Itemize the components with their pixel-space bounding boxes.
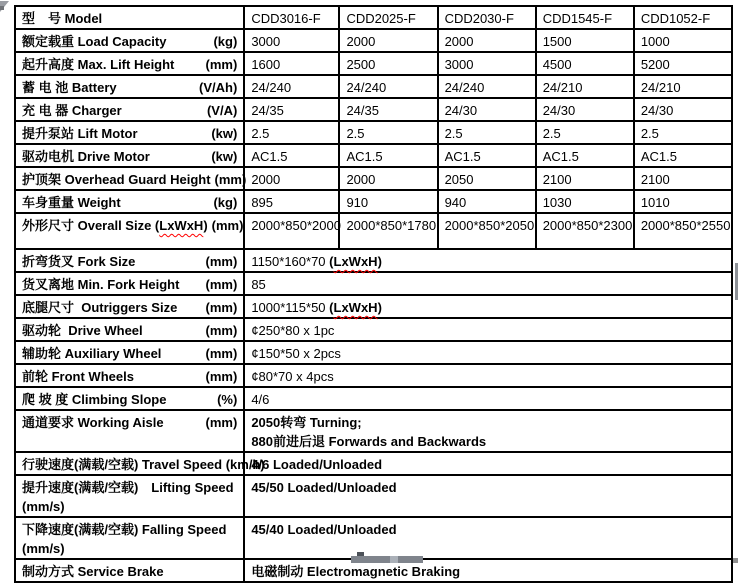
row-unit: (V/Ah) [199,80,238,95]
row-label-cell[interactable] [15,6,244,29]
spec-value-cell[interactable]: 2000*850*2050 [438,213,536,249]
row-label [22,78,117,97]
merged-value-cell[interactable] [244,410,732,452]
spec-value-cell[interactable]: 2000 [244,167,339,190]
merged-value-text: 45/50 Loaded/Unloaded [251,480,397,495]
spec-row [15,213,732,249]
row-label-cell[interactable] [15,475,244,517]
row-label-text: 行驶速度(满载/空载) Travel Speed (km/h) [22,457,265,472]
row-label-text: 车身重量 Weight [22,195,121,210]
merged-value-cell[interactable] [244,272,732,295]
row-label-text: 提升速度(满载/空载) Lifting Speed [22,480,234,495]
row-label-text: 起升高度 Max. Lift Height [22,57,175,72]
merged-spec-row [15,249,732,272]
merged-value-text: 1150*160*70 [251,254,330,269]
row-label-cell[interactable] [15,559,244,582]
header-row [15,6,732,29]
spec-value-cell[interactable]: AC1.5 [536,144,634,167]
row-label-cell[interactable] [15,517,244,559]
merged-spec-row [15,272,732,295]
spec-value-cell[interactable]: AC1.5 [634,144,732,167]
row-label [22,562,164,581]
row-label [22,32,166,51]
row-label [22,216,208,235]
row-label-cell[interactable] [15,364,244,387]
merged-value-cell[interactable] [244,341,732,364]
merged-value-text: ¢250*80 x 1pc [251,323,335,338]
row-label-text: 充 电 器 Charger [22,103,122,118]
spec-value-cell[interactable]: 2.5 [438,121,536,144]
spec-value-cell[interactable]: 2500 [339,52,437,75]
row-label-text: 制动方式 Service Brake [22,564,164,579]
horizontal-scrollbar-thumb-highlight [390,556,398,563]
spec-row [15,121,732,144]
merged-value-cell[interactable] [244,475,732,517]
spec-value-cell[interactable]: 24/240 [438,75,536,98]
merged-value-text: 1000*115*50 [251,300,330,315]
row-label-cell[interactable] [15,144,244,167]
merged-value-text: ( [329,300,334,315]
merged-value-cell[interactable] [244,249,732,272]
row-label [22,252,135,271]
spec-table [14,5,733,583]
spec-row [15,190,732,213]
model-name-cell[interactable]: CDD3016-F [244,6,339,29]
spec-row [15,167,732,190]
row-label [22,101,122,120]
spec-value-cell[interactable]: 940 [438,190,536,213]
spec-value-cell[interactable]: 895 [244,190,339,213]
row-label-text: 提升泵站 Lift Motor [22,126,138,141]
merged-spec-row [15,318,732,341]
merged-value-text: ¢150*50 x 2pcs [251,346,341,361]
row-label-cell[interactable] [15,249,244,272]
spec-table-body [15,6,732,582]
row-unit: (mm) [205,415,238,430]
merged-value-text: 4/6 [251,392,270,407]
row-label [22,344,161,363]
row-unit: (mm) [205,277,238,292]
merged-value-cell[interactable] [244,517,732,559]
row-label-text: 护顶架 Overhead Guard Height [22,172,211,187]
row-label [22,275,179,294]
horizontal-scrollbar-thumb-fragment[interactable] [351,556,423,563]
spec-value-cell[interactable]: 2000 [339,167,437,190]
spec-value-cell[interactable]: 3000 [244,29,339,52]
merged-value-text: 4/6 Loaded/Unloaded [251,457,383,472]
row-label-cell[interactable] [15,75,244,98]
spec-value-cell[interactable]: 3000 [438,52,536,75]
model-name-cell[interactable]: CDD1545-F [536,6,634,29]
merged-value-text: ¢80*70 x 4pcs [251,369,334,384]
spec-value-cell[interactable]: AC1.5 [438,144,536,167]
table-move-handle-icon[interactable] [0,0,10,12]
spec-value-cell[interactable]: 1000 [634,29,732,52]
merged-spec-row [15,475,732,517]
merged-spec-row [15,341,732,364]
spec-value-cell[interactable]: 24/35 [244,98,339,121]
spec-value-cell[interactable]: 2.5 [634,121,732,144]
spec-value-cell[interactable]: 2100 [634,167,732,190]
row-label [22,9,102,28]
row-label [22,478,234,516]
row-label-cell[interactable] [15,52,244,75]
spec-value-cell[interactable]: 2000 [339,29,437,52]
spellcheck-flagged-text: LxWxH [333,300,378,315]
row-unit: (mm) [211,218,244,233]
row-label-text: 通道要求 Working Aisle [22,415,164,430]
row-label-text: 下降速度(满载/空载) Falling Speed [22,522,227,537]
row-label-text: 外形尺寸 Overall Size ( [22,218,160,233]
row-label-text: 前轮 Front Wheels [22,369,134,384]
spec-value-cell[interactable]: 2100 [536,167,634,190]
spec-value-cell[interactable]: 1030 [536,190,634,213]
merged-value-text: 45/40 Loaded/Unloaded [251,522,397,537]
spec-value-cell[interactable]: 2000*850*1780 [339,213,437,249]
row-label-cell[interactable] [15,190,244,213]
row-label-cell[interactable] [15,341,244,364]
merged-value-cell[interactable] [244,559,732,582]
row-unit: (mm) [205,346,238,361]
merged-value-cell[interactable] [244,387,732,410]
row-label [22,520,226,558]
row-unit: (mm) [214,172,247,187]
merged-value-text: ) [377,300,382,315]
spec-row [15,52,732,75]
spellcheck-flagged-text: LxWxH [159,218,204,233]
row-unit: (%) [217,392,238,407]
spec-value-cell[interactable]: 24/210 [634,75,732,98]
row-label [22,147,150,166]
row-unit: (kg) [213,34,238,49]
row-label-cell[interactable] [15,98,244,121]
merged-value-cell[interactable] [244,318,732,341]
row-label-cell[interactable] [15,272,244,295]
spec-value-cell[interactable]: 24/30 [634,98,732,121]
merged-value-text: 85 [251,277,266,292]
row-label-cell[interactable] [15,387,244,410]
row-unit: (mm) [205,300,238,315]
merged-value-cell[interactable] [244,452,732,475]
row-label-text: 驱动电机 Drive Motor [22,149,150,164]
row-label [22,321,143,340]
row-unit: (mm) [205,254,238,269]
spec-value-cell[interactable]: 5200 [634,52,732,75]
row-label-cell[interactable] [15,318,244,341]
spec-value-cell[interactable]: AC1.5 [244,144,339,167]
spec-value-cell[interactable]: 1600 [244,52,339,75]
row-unit: (mm) [205,57,238,72]
merged-value-cell[interactable] [244,364,732,387]
row-label-cell[interactable] [15,295,244,318]
spellcheck-flagged-text: LxWxH [333,254,378,269]
row-label [22,455,265,474]
row-label [22,193,121,212]
row-label-text: 底腿尺寸 Outriggers Size [22,300,178,315]
row-label-text: (mm/s) [22,541,65,556]
spec-value-cell[interactable]: 2000*850*2550 [634,213,732,249]
row-unit: (V/A) [206,103,238,118]
row-label-cell[interactable] [15,167,247,190]
spec-value-cell[interactable]: 24/30 [438,98,536,121]
model-name-cell[interactable]: CDD2030-F [438,6,536,29]
merged-spec-row [15,295,732,318]
spec-value-cell[interactable]: 2.5 [244,121,339,144]
spec-row [15,75,732,98]
model-name-cell[interactable]: CDD1052-F [634,6,732,29]
spec-value-cell[interactable]: 24/35 [339,98,437,121]
row-label-cell[interactable] [15,213,244,249]
row-label-text: 蓄 电 池 Battery [22,80,117,95]
spec-value-cell[interactable]: 2000*850*2300 [536,213,634,249]
merged-value-text: ) [377,254,382,269]
row-label [22,170,211,189]
row-label-text: 辅助轮 Auxiliary Wheel [22,346,162,361]
row-label [22,390,166,409]
spec-value-cell[interactable]: 24/210 [536,75,634,98]
row-label-text: 额定载重 Load Capacity [22,34,167,49]
spec-value-cell[interactable]: 1010 [634,190,732,213]
merged-value-cell[interactable] [244,295,732,318]
merged-spec-row [15,410,732,452]
row-label [22,367,134,386]
row-label-cell[interactable] [15,452,265,475]
spec-value-cell[interactable]: 2000*850*2000 [244,213,339,249]
row-unit: (kw) [211,126,238,141]
row-label-cell[interactable] [15,29,244,52]
merged-value-text: ( [329,254,334,269]
row-label-text: 折弯货叉 Fork Size [22,254,136,269]
merged-spec-row [15,387,732,410]
row-unit: (kg) [213,195,238,210]
row-label-text: (mm/s) [22,499,65,514]
spec-value-cell[interactable]: 24/30 [536,98,634,121]
row-unit: (mm) [205,369,238,384]
row-label-cell[interactable] [15,121,244,144]
row-label-text: 货叉离地 Min. Fork Height [22,277,180,292]
row-label [22,298,177,317]
merged-spec-row [15,517,732,559]
model-name-cell[interactable]: CDD2025-F [339,6,437,29]
spec-row [15,144,732,167]
spec-value-cell[interactable]: 1500 [536,29,634,52]
spec-value-cell[interactable]: 2.5 [339,121,437,144]
scrollbar-corner-fragment [733,558,738,563]
row-label-text: 驱动轮 Drive Wheel [22,323,143,338]
row-label-text: 爬 坡 度 Climbing Slope [22,392,167,407]
merged-value-text: 电磁制动 Electromagnetic Braking [251,564,461,579]
merged-spec-row [15,364,732,387]
row-label-text: 型 号 Model [22,11,103,26]
spec-row [15,98,732,121]
row-label [22,413,164,432]
row-label [22,55,174,74]
spec-row [15,29,732,52]
spec-value-cell[interactable]: 4500 [536,52,634,75]
row-unit: (kw) [211,149,238,164]
spec-value-cell[interactable]: AC1.5 [339,144,437,167]
spec-value-cell[interactable]: 910 [339,190,437,213]
spec-value-cell[interactable]: 2.5 [536,121,634,144]
spec-value-cell[interactable]: 2000 [438,29,536,52]
merged-value-text: 880前进后退 Forwards and Backwards [251,434,487,449]
row-unit: (mm) [205,323,238,338]
spec-value-cell[interactable]: 2050 [438,167,536,190]
row-label [22,124,138,143]
spec-value-cell[interactable]: 24/240 [244,75,339,98]
spec-value-cell[interactable]: 24/240 [339,75,437,98]
merged-spec-row [15,452,732,475]
row-label-text: ) [203,218,208,233]
merged-value-text: 2050转弯 Turning; [251,415,362,430]
row-label-cell[interactable] [15,410,244,452]
